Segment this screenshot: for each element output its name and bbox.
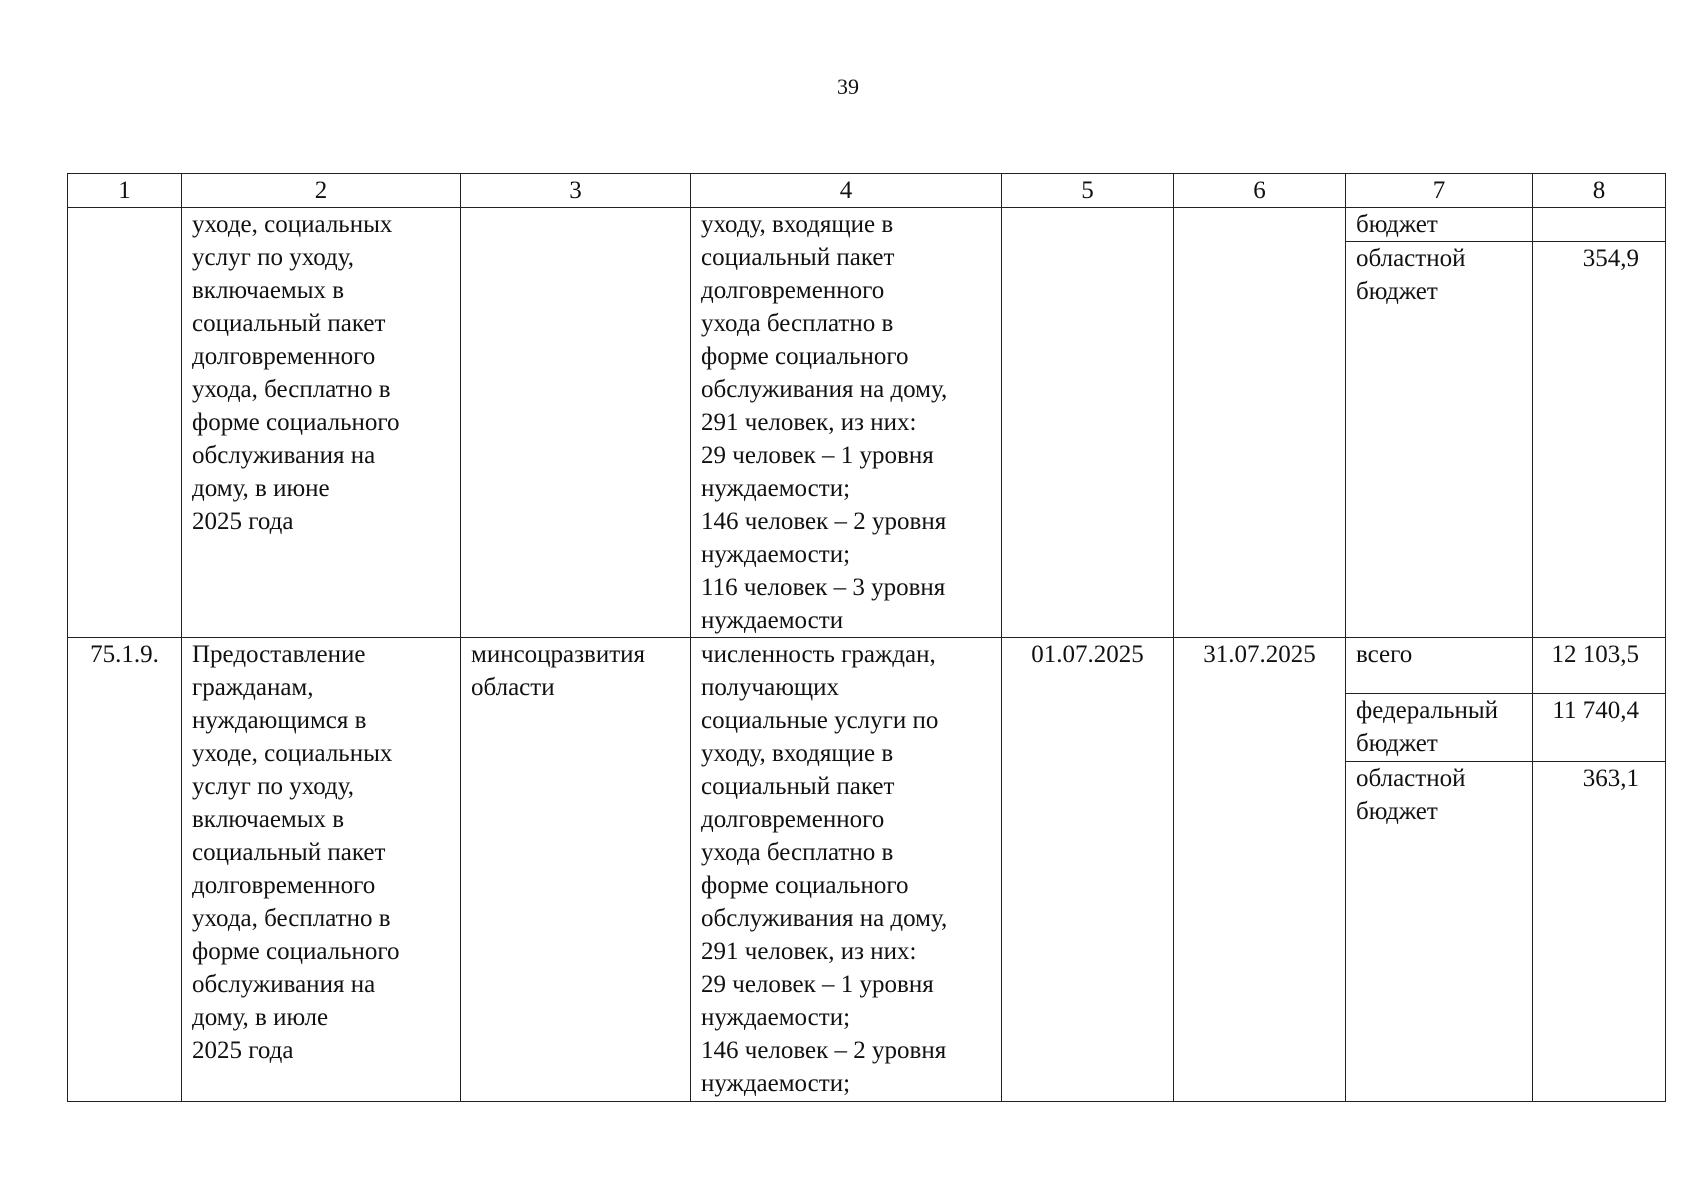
- start-date-cell: [1002, 208, 1174, 638]
- item-number-cell: 75.1.9.: [68, 638, 182, 1102]
- column-header: 8: [1533, 174, 1666, 208]
- funding-amount-cell: 363,1: [1533, 762, 1666, 1102]
- column-header: 7: [1346, 174, 1533, 208]
- table-row: [68, 208, 1666, 242]
- column-header: 6: [1174, 174, 1346, 208]
- column-header: 5: [1002, 174, 1174, 208]
- indicator-cell: уходу, входящие в социальный пакет долговременного ухода бесплатно в форме социального обслуживания на дому, 291 человек, из них: 29 человек – 1 уровня нуждаемости; 146 человек – 2 уровня нуждаемости; 116 человек – 3 уровня нуждаемости: [691, 208, 1002, 638]
- start-date-cell: 01.07.2025: [1002, 638, 1174, 1102]
- column-header: 2: [182, 174, 461, 208]
- column-header: 1: [68, 174, 182, 208]
- measure-description-cell: Предоставление гражданам, нуждающимся в уходе, социальных услуг по уходу, включаемых в социальный пакет долговременного ухода, бесплатно в форме социального обслуживания на дому, в июле 2025 года: [182, 638, 461, 1102]
- page-number: 39: [837, 74, 859, 99]
- table-row: [68, 638, 1666, 694]
- executor-cell: минсоцразвития области: [461, 638, 691, 1102]
- funding-amount-cell: 11 740,4: [1533, 694, 1666, 762]
- column-header: 4: [691, 174, 1002, 208]
- item-number-cell: [68, 208, 182, 638]
- end-date-cell: [1174, 208, 1346, 638]
- executor-cell: [461, 208, 691, 638]
- funding-amount-cell: [1533, 208, 1666, 242]
- funding-amount-cell: 12 103,5: [1533, 638, 1666, 694]
- funding-source-cell: федеральный бюджет: [1346, 694, 1533, 762]
- column-header: 3: [461, 174, 691, 208]
- funding-source-cell: областной бюджет: [1346, 762, 1533, 1102]
- data-table: [67, 173, 1666, 1102]
- funding-source-cell: бюджет: [1346, 208, 1533, 242]
- measure-description-cell: уходе, социальных услуг по уходу, включаемых в социальный пакет долговременного ухода, бесплатно в форме социального обслуживания на дому, в июне 2025 года: [182, 208, 461, 638]
- indicator-cell: численность граждан, получающих социальные услуги по уходу, входящие в социальный пакет долговременного ухода бесплатно в форме социального обслуживания на дому, 291 человек, из них: 29 человек – 1 уровня нуждаемости; 146 человек – 2 уровня нуждаемости;: [691, 638, 1002, 1102]
- end-date-cell: 31.07.2025: [1174, 638, 1346, 1102]
- table-header-row: [68, 174, 1666, 208]
- funding-amount-cell: 354,9: [1533, 242, 1666, 638]
- funding-source-cell: всего: [1346, 638, 1533, 694]
- funding-source-cell: областной бюджет: [1346, 242, 1533, 638]
